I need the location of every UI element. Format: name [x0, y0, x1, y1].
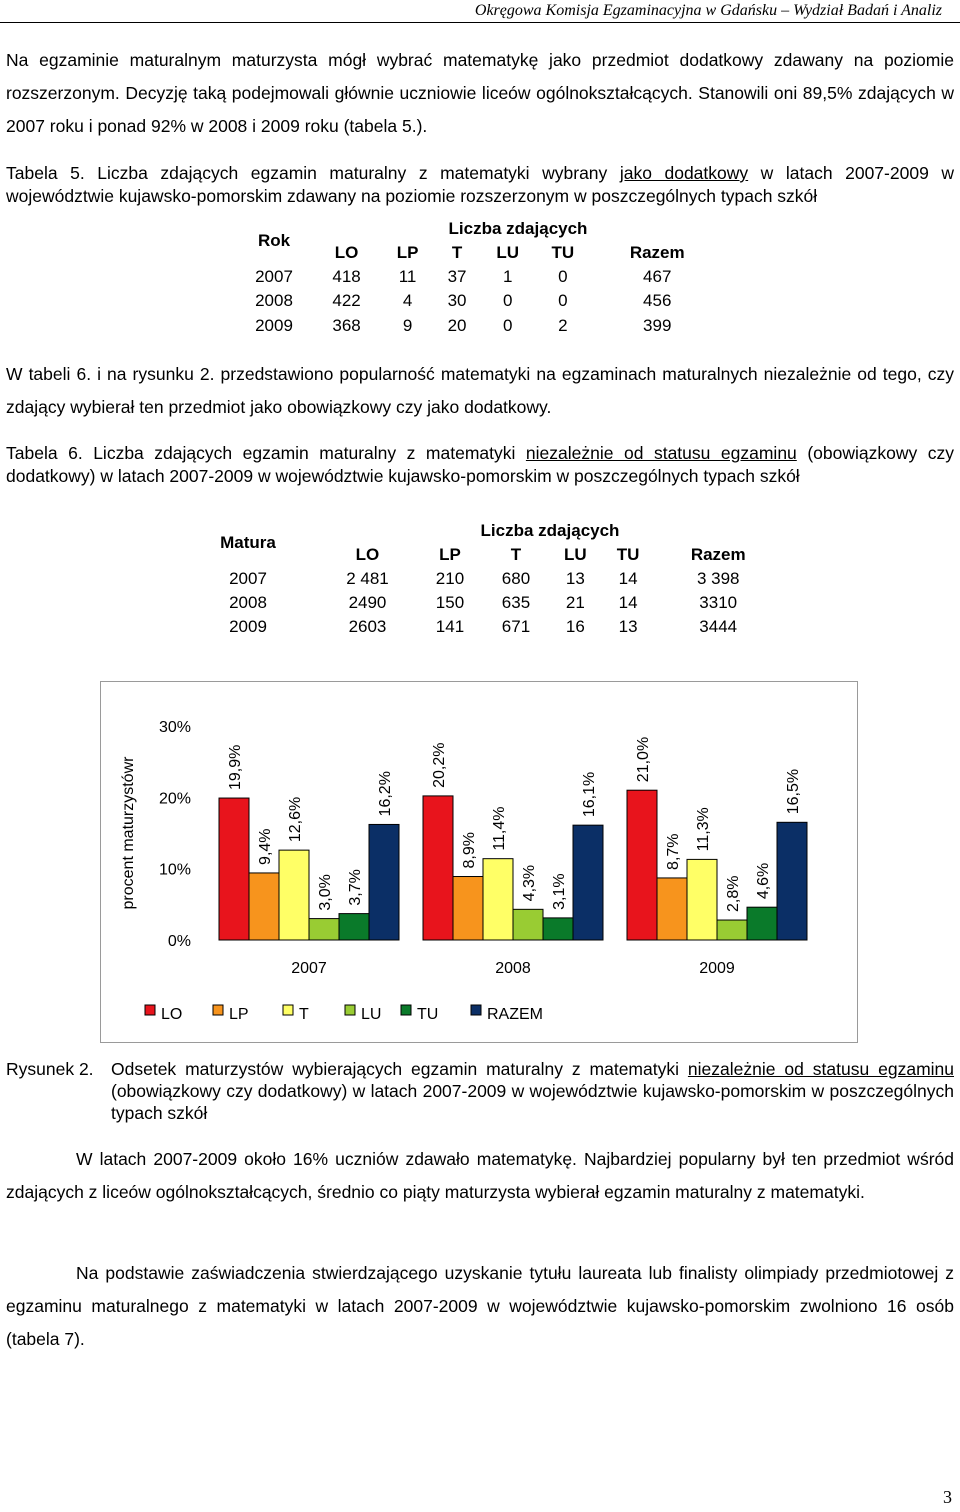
table6-col-header: T	[510, 545, 522, 564]
figure-label: Rysunek 2.	[6, 1059, 94, 1079]
table-cell: 11	[398, 267, 417, 286]
table-cell: 20	[447, 316, 467, 335]
table5-group-header: Liczba zdających	[448, 219, 588, 238]
table-cell: 671	[501, 617, 531, 636]
table-cell: 141	[435, 617, 465, 636]
table5-caption-b: w latach 2007-2009 w województwie kujawsko-pomorskim zdawany na poziomie rozszerzonym w poszczególnych typach szkół	[6, 163, 954, 206]
bar-chart	[101, 682, 857, 1042]
legend-label: TU	[417, 1006, 439, 1023]
table6	[178, 519, 782, 639]
bar-lp-2009	[657, 878, 687, 940]
bar-lp-2008	[453, 877, 483, 940]
table-row	[236, 313, 724, 339]
data-label: 16,2%	[377, 771, 394, 817]
table-cell: 2008	[255, 291, 293, 310]
table5-caption	[6, 162, 954, 208]
figure-text-b: (obowiązkowy czy dodatkowy) w latach 2007-2009 w województwie kujawsko-pomorskim w poszczególnych typach szkół	[111, 1081, 954, 1123]
table-cell: 2490	[348, 593, 387, 612]
table6-col-header: LP	[439, 545, 461, 564]
table-cell: 30	[447, 291, 467, 310]
data-label: 3,1%	[551, 873, 568, 910]
table-cell: 210	[435, 569, 465, 588]
y-axis-label: procent maturzystówr	[120, 756, 137, 910]
table-cell: 0	[502, 291, 513, 310]
table-cell: 3310	[699, 593, 738, 612]
header-title: Okręgowa Komisja Egzaminacyjna w Gdańsku – Wydział Badań i Analiz	[474, 2, 942, 19]
table6-col-header: TU	[616, 545, 640, 564]
data-label: 11,4%	[491, 806, 508, 851]
table-row	[178, 591, 782, 615]
data-label: 2,8%	[725, 875, 742, 913]
y-tick-label: 30%	[158, 719, 191, 736]
table5-col-header: Razem	[629, 243, 685, 262]
table-cell: 3 398	[696, 569, 740, 588]
table-row	[178, 567, 782, 591]
table-row	[178, 615, 782, 639]
table5-caption-a: Tabela 5. Liczba zdających egzamin maturalny z matematyki wybrany	[6, 163, 620, 183]
table5-col-header: TU	[551, 243, 575, 262]
bar-razem-2009	[777, 822, 807, 940]
table-cell: 2007	[229, 569, 267, 588]
table-cell: 9	[402, 316, 413, 335]
table6-col-header: Razem	[690, 545, 746, 564]
bar-lo-2007	[219, 798, 249, 940]
legend-label: RAZEM	[487, 1006, 543, 1023]
table5	[236, 217, 724, 339]
table-cell: 13	[618, 617, 638, 636]
bar-t-2009	[687, 859, 717, 940]
data-label: 20,2%	[431, 742, 448, 788]
legend-label: LP	[229, 1006, 249, 1023]
page-header	[0, 0, 960, 23]
bar-t-2008	[483, 859, 513, 940]
table-cell: 2009	[255, 316, 293, 335]
y-tick-label: 0%	[167, 933, 191, 950]
data-label: 3,0%	[317, 874, 334, 911]
table-cell: 467	[643, 267, 672, 286]
data-label: 21,0%	[635, 736, 652, 783]
table6-col-header: LO	[355, 545, 380, 564]
table6-col-header: LU	[564, 545, 587, 564]
table-cell: 2007	[255, 267, 293, 286]
bar-tu-2008	[543, 918, 573, 940]
table5-caption-underlined: jako dodatkowy	[619, 163, 749, 183]
table-row	[236, 265, 724, 289]
table-cell: 418	[332, 267, 361, 286]
data-label: 8,7%	[665, 833, 682, 870]
table-cell: 4	[402, 291, 413, 310]
legend-label: T	[299, 1006, 309, 1023]
legend-swatch-lo	[145, 1005, 155, 1015]
table-cell: 635	[501, 593, 531, 612]
table6-caption-b: (obowiązkowy czy dodatkowy) w latach 2007-2009 w województwie kujawsko-pomorskim w poszczególnych typach szkół	[6, 443, 954, 486]
table6-group-header: Liczba zdających	[480, 521, 620, 540]
page-number: 3	[943, 1487, 952, 1507]
figure-text-a: Odsetek maturzystów wybierających egzamin maturalny z matematyki	[111, 1059, 688, 1079]
table-cell: 368	[332, 316, 361, 335]
table6-caption-a: Tabela 6. Liczba zdających egzamin maturalny z matematyki	[6, 443, 526, 463]
bar-razem-2007	[369, 824, 399, 940]
legend-label: LO	[161, 1006, 183, 1023]
table5-col-header: LU	[496, 243, 520, 262]
data-label: 16,5%	[785, 768, 802, 815]
legend-swatch-t	[283, 1005, 293, 1015]
legend-swatch-razem	[471, 1005, 481, 1015]
table6-caption	[6, 442, 954, 488]
data-label: 3,7%	[347, 869, 364, 906]
table-cell: 0	[502, 316, 513, 335]
table-cell: 3444	[699, 617, 738, 636]
table-cell: 2008	[229, 593, 267, 612]
table-cell: 37	[447, 267, 467, 286]
data-label: 4,3%	[521, 864, 538, 902]
paragraph-3: W latach 2007-2009 około 16% uczniów zdawało matematykę. Najbardziej popularny był ten przedmiot wśród zdających z liceów ogólnokształcących, średnio co piąty maturzysta wybierał egzamin maturalny z matematyki.	[6, 1149, 954, 1202]
table6-caption-underlined: niezależnie od statusu egzaminu	[525, 443, 797, 463]
data-label: 16,1%	[581, 771, 598, 818]
figure-text	[111, 1058, 954, 1124]
table5-row-header: Rok	[257, 231, 291, 250]
table-cell: 1	[502, 267, 513, 286]
table-cell: 0	[558, 291, 568, 310]
table-cell: 0	[558, 267, 568, 286]
table-cell: 399	[643, 316, 672, 335]
table-cell: 16	[565, 617, 585, 636]
table-cell: 456	[643, 291, 672, 310]
bar-lp-2007	[249, 873, 279, 940]
figure-text-underlined: niezależnie od statusu egzaminu	[687, 1059, 954, 1079]
bar-t-2007	[279, 850, 309, 940]
intro-paragraph: Na egzaminie maturalnym maturzysta mógł wybrać matematykę jako przedmiot dodatkowy zdawany na poziomie rozszerzonym. Decyzję taką podejmowali głównie uczniowie liceów ogólnokształcących. Stanowili oni 89,5% zdających w 2007 roku i ponad 92% w 2008 i 2009 roku (tabela 5.).	[6, 50, 954, 136]
bar-tu-2009	[747, 907, 777, 940]
table-cell: 14	[618, 593, 638, 612]
y-tick-label: 10%	[158, 861, 191, 879]
table-cell: 2 481	[346, 569, 389, 588]
y-tick-label: 20%	[158, 790, 191, 808]
bar-lo-2009	[627, 790, 657, 940]
chart-frame	[100, 681, 858, 1043]
table5-col-header: LP	[396, 243, 419, 262]
table-cell: 2	[558, 316, 568, 335]
bar-razem-2008	[573, 825, 603, 940]
paragraph-4: Na podstawie zaświadczenia stwierdzającego uzyskanie tytułu laureata lub finalisty olimpiady przedmiotowej z egzaminu maturalnego z matematyki w latach 2007-2009 w województwie kujawsko-pomorskim zwolniono 16 osób (tabela 7).	[6, 1263, 954, 1349]
table5-col-header: T	[451, 243, 463, 262]
data-label: 19,9%	[227, 744, 244, 791]
bar-lu-2009	[717, 920, 747, 940]
legend-swatch-tu	[401, 1005, 411, 1015]
table-cell: 680	[501, 569, 531, 588]
data-label: 4,6%	[755, 862, 772, 900]
table-cell: 14	[618, 569, 638, 588]
data-label: 8,9%	[461, 832, 478, 869]
paragraph-2: W tabeli 6. i na rysunku 2. przedstawiono popularność matematyki na egzaminach maturalnych niezależnie od tego, czy zdający wybierał ten przedmiot jako obowiązkowy czy jako dodatkowy.	[6, 364, 954, 417]
table-cell: 422	[332, 291, 361, 310]
data-label: 12,6%	[287, 796, 304, 843]
bar-lu-2008	[513, 909, 543, 940]
bar-tu-2007	[339, 914, 369, 940]
table-cell: 2009	[229, 617, 267, 636]
table-cell: 2603	[348, 617, 387, 636]
legend-swatch-lp	[213, 1005, 223, 1015]
data-label: 11,3%	[695, 807, 712, 852]
table-cell: 150	[435, 593, 465, 612]
bar-lu-2007	[309, 919, 339, 940]
table-row	[236, 289, 724, 313]
x-tick-label: 2008	[495, 960, 531, 977]
bar-lo-2008	[423, 796, 453, 940]
x-tick-label: 2009	[699, 960, 735, 977]
table-cell: 21	[565, 593, 585, 612]
table6-row-header: Matura	[220, 533, 276, 552]
legend-swatch-lu	[345, 1005, 355, 1015]
data-label: 9,4%	[257, 828, 274, 865]
table-cell: 13	[565, 569, 585, 588]
x-tick-label: 2007	[291, 960, 327, 977]
legend-label: LU	[361, 1006, 382, 1023]
table5-col-header: LO	[334, 243, 359, 262]
